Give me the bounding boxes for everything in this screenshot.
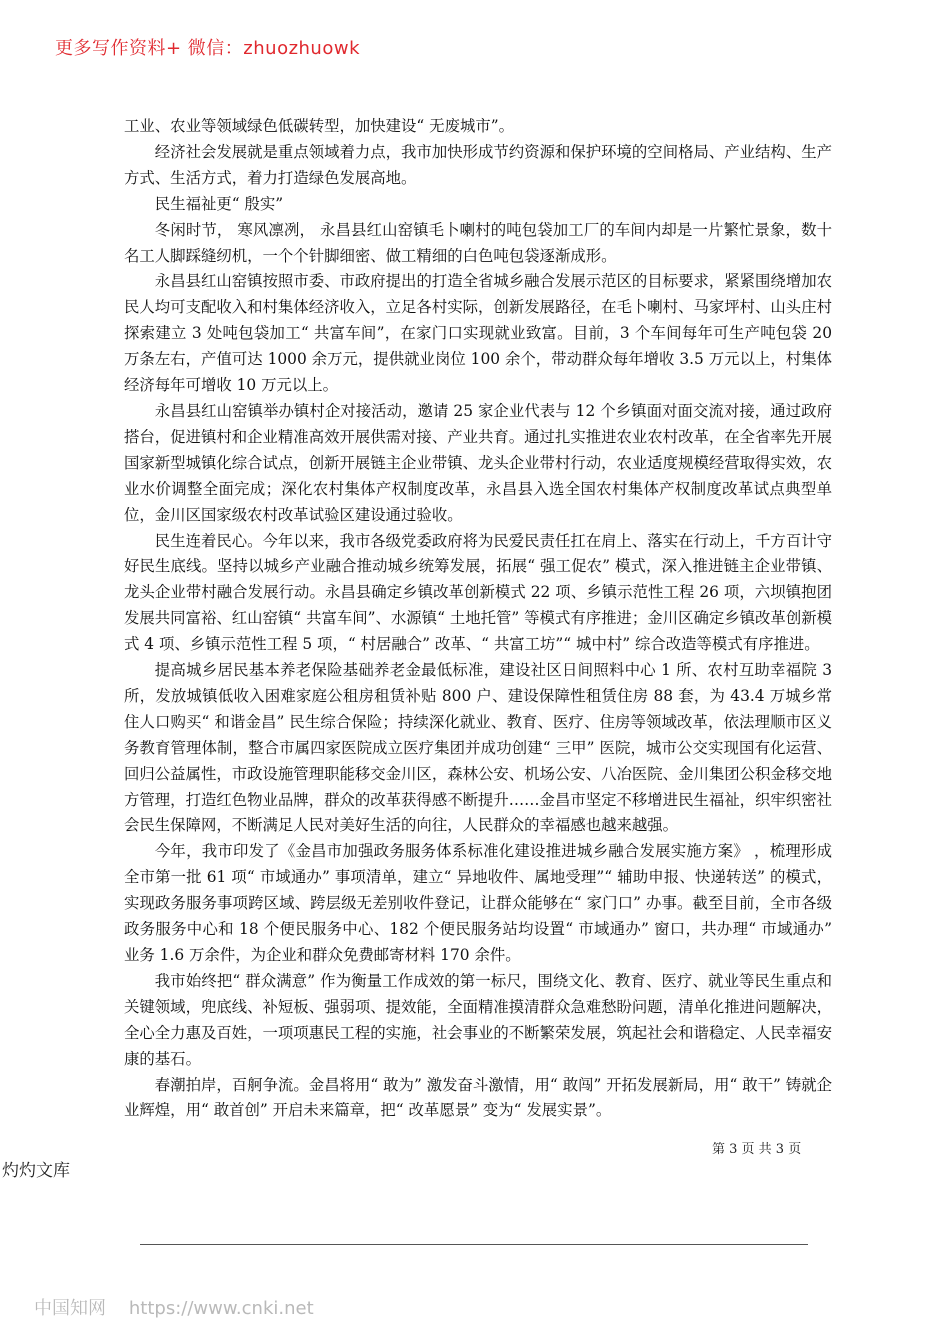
paragraph: 提高城乡居民基本养老保险基础养老金最低标准，建设社区日间照料中心 1 所、农村互助幸福院 3 所，发放城镇低收入困难家庭公租房租赁补贴 800 户、建设保障性租赁住房 88 套，为 43.4 万城乡常住人口购买“ 和谐金昌” 民生综合保险；持续深化就业、教育、医疗、住房等领域改革，依法理顺市区义务教育管理体制，整合市属四家医院成立医疗集团并成功创建“ 三甲” 医院，城市公交实现国有化运营、回归公益属性，市政设施管理职能移交金川区，森林公安、机场公安、八冶医院、金川集团公积金移交地方管理，打造红色物业品牌，群众的改革获得感不断提升……金昌市坚定不移增进民生福祉，织牢织密社会民生保障网，不断满足人民对美好生活的向往，人民群众的幸福感也越来越强。: [124, 661, 832, 835]
paragraph: 永昌县红山窑镇举办镇村企对接活动，邀请 25 家企业代表与 12 个乡镇面对面交流对接，通过政府搭台，促进镇村和企业精准高效开展供需对接、产业共育。通过扎实推进农业农村改革，在全省率先开展国家新型城镇化综合试点，创新开展链主企业带镇、龙头企业带村行动，农业适度规模经营取得实效，农业水价调整全面完成；深化农村集体产权制度改革，永昌县入选全国农村集体产权制度改革试点典型单位，金川区国家级农村改革试验区建设通过验收。: [124, 401, 832, 524]
paragraph: 冬闲时节， 寒风凛冽， 永昌县红山窑镇毛卜喇村的吨包袋加工厂的车间内却是一片繁忙景象，数十名工人脚踩缝纫机，一个个针脚细密、做工精细的白色吨包袋逐渐成形。: [124, 220, 832, 265]
brand-label: 灼灼文库: [2, 1161, 70, 1181]
cnki-watermark: 中国知网 https://www.cnki.net: [34, 1298, 314, 1319]
paragraph: 民生连着民心。今年以来，我市各级党委政府将为民爱民责任扛在肩上、落实在行动上，千方百计守好民生底线。坚持以城乡产业融合推动城乡统筹发展，拓展“ 强工促农” 模式，深入推进链主企业带镇、龙头企业带村融合发展行动。永昌县确定乡镇改革创新模式 22 项、乡镇示范性工程 26 项，六坝镇抱团发展共同富裕、红山窑镇“ 共富车间”、水源镇“ 土地托管” 等模式有序推进；金川区确定乡镇改革创新模式 4 项、乡镇示范性工程 5 项，“ 村居融合” 改革、“ 共富工坊”“ 城中村” 综合改造等模式有序推进。: [124, 531, 832, 654]
article-body: [124, 114, 832, 1124]
promo-banner: 更多写作资料+ 微信：zhuozhuowk: [55, 38, 361, 59]
paragraph: 工业、农业等领域绿色低碳转型，加快建设“ 无废城市”。: [124, 117, 515, 135]
paragraph: 我市始终把“ 群众满意” 作为衡量工作成效的第一标尺，围绕文化、教育、医疗、就业等民生重点和关键领域，兜底线、补短板、强弱项、提效能，全面精准摸清群众急难愁盼问题，清单化推进问题解决，全心全力惠及百姓，一项项惠民工程的实施，社会事业的不断繁荣发展，筑起社会和谐稳定、人民幸福安康的基石。: [124, 971, 832, 1068]
paragraph: 经济社会发展就是重点领域着力点，我市加快形成节约资源和保护环境的空间格局、产业结构、生产方式、生活方式，着力打造绿色发展高地。: [124, 142, 832, 187]
section-heading: 民生福祉更“ 殷实”: [154, 194, 284, 213]
paragraph: 今年，我市印发了《金昌市加强政务服务体系标准化建设推进城乡融合发展实施方案》 ，梳理形成全市第一批 61 项“ 市域通办” 事项清单，建立“ 异地收件、属地受理”“ 辅助申报、快递转送” 的模式，实现政务服务事项跨区域、跨层级无差别收件登记，让群众能够在“ 家门口” 办事。截至目前，全市各级政务服务中心和 18 个便民服务中心、182 个便民服务站均设置“ 市域通办” 窗口，共办理“ 市域通办” 业务 1.6 万余件，为企业和群众免费邮寄材料 170 余件。: [124, 842, 832, 964]
page-indicator: 第 3 页 共 3 页: [712, 1142, 802, 1157]
paragraph: 春潮拍岸，百舸争流。金昌将用“ 敢为” 激发奋斗激情，用“ 敢闯” 开拓发展新局，用“ 敢干” 铸就企业辉煌，用“ 敢首创” 开启未来篇章，把“ 改革愿景” 变为“ 发展实景”。: [124, 1075, 832, 1120]
paragraph: 永昌县红山窑镇按照市委、市政府提出的打造全省城乡融合发展示范区的目标要求，紧紧围绕增加农民人均可支配收入和村集体经济收入，立足各村实际，创新发展路径，在毛卜喇村、马家坪村、山头庄村探索建立 3 处吨包袋加工“ 共富车间”，在家门口实现就业致富。目前，3 个车间每年可生产吨包袋 20 万条左右，产值可达 1000 余万元，提供就业岗位 100 余个，带动群众每年增收 3.5 万元以上，村集体经济每年可增收 10 万元以上。: [124, 272, 832, 395]
footer-divider: [140, 1244, 808, 1245]
